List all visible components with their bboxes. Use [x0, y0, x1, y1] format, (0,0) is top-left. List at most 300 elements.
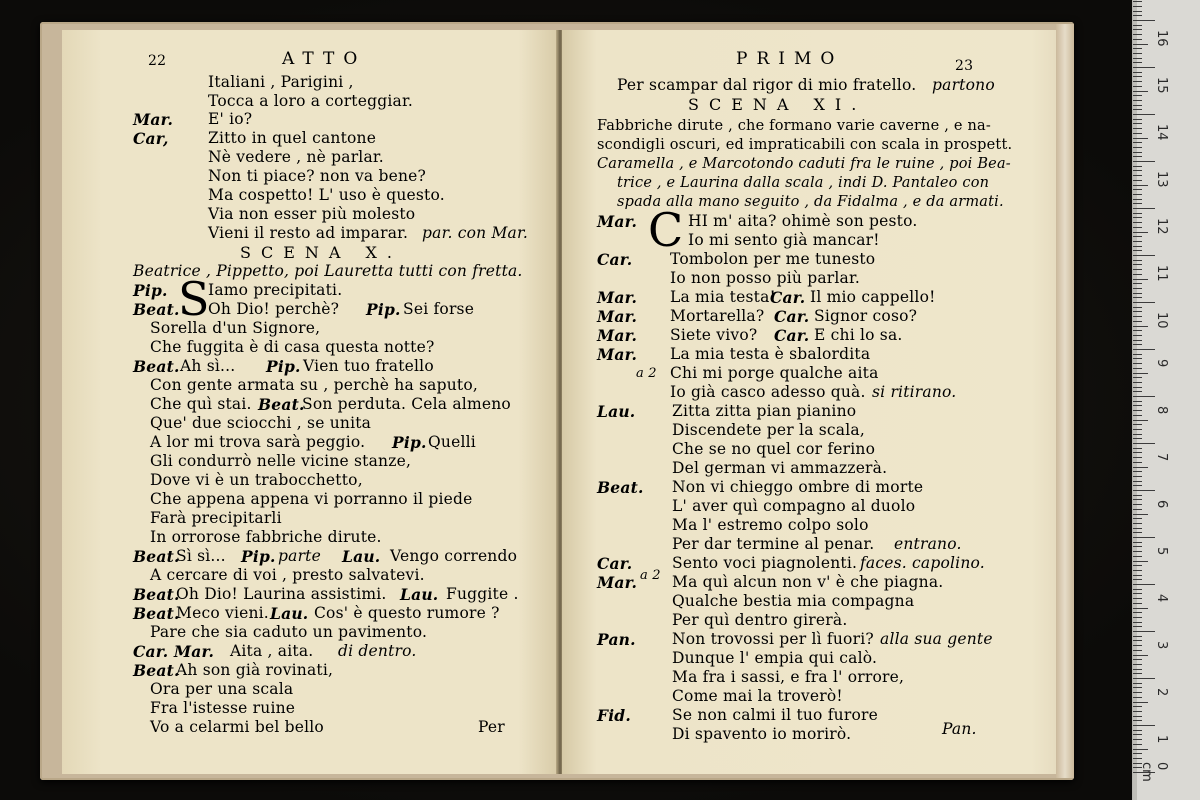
verse-line: Che fuggita è di casa questa notte?: [150, 338, 435, 356]
verse-line: Quelli: [428, 433, 476, 451]
speaker-label: Lau.: [342, 547, 381, 566]
ruler-tick: [1133, 457, 1142, 458]
ruler-tick: [1133, 208, 1155, 209]
verse-line: E chi lo sa.: [814, 326, 903, 344]
verse-line: L' aver quì compagno al duolo: [672, 497, 916, 515]
ruler-tick: [1133, 241, 1142, 242]
speaker-label: Pip.: [392, 433, 427, 452]
verse-line: Se non calmi il tuo furore: [672, 706, 878, 724]
ruler-tick: [1133, 326, 1148, 327]
ruler-tick: [1133, 246, 1142, 247]
ruler-tick: [1133, 1, 1142, 2]
ruler-tick: [1133, 53, 1142, 54]
ruler-tick: [1133, 185, 1148, 186]
verse-line: Che quì stai.: [150, 395, 252, 413]
speaker-label: Lau.: [400, 585, 439, 604]
verse-line: Chi mi porge qualche aita: [670, 364, 879, 382]
ruler-tick: [1133, 443, 1155, 444]
verse-line: Siete vivo?: [670, 326, 758, 344]
ruler-number: 15: [1154, 77, 1169, 94]
verse-line: Son perduta. Cela almeno: [302, 395, 511, 413]
ruler-tick: [1133, 67, 1155, 68]
ruler-tick: [1133, 236, 1142, 237]
ruler-tick: [1133, 589, 1142, 590]
ruler-tick: [1133, 499, 1142, 500]
ruler-tick: [1133, 659, 1142, 660]
scene-heading: SCENA X.: [240, 243, 402, 262]
stage-direction: partono: [932, 76, 995, 94]
ruler-tick: [1133, 199, 1142, 200]
ruler-tick: [1133, 485, 1142, 486]
verse-line: Non vi chieggo ombre di morte: [672, 478, 924, 496]
verse-line: Per quì dentro girerà.: [672, 611, 848, 629]
ruler-tick: [1133, 584, 1155, 585]
ruler-tick: [1133, 415, 1142, 416]
catchword: Per: [478, 718, 505, 736]
ruler-tick: [1133, 340, 1142, 341]
ruler-tick: [1133, 598, 1142, 599]
ruler-tick: [1133, 471, 1142, 472]
verse-line: Iamo precipitati.: [208, 281, 343, 299]
speaker-label: Pip.: [266, 357, 301, 376]
verse-line: HI m' aita? ohimè son pesto.: [688, 212, 918, 230]
stage-direction: Beatrice , Pippetto, poi Lauretta tutti con fretta.: [133, 262, 523, 280]
ruler-tick: [1133, 523, 1142, 524]
ruler-tick: [1133, 344, 1142, 345]
verse-line: Io già casco adesso quà.: [670, 383, 866, 401]
ruler-tick: [1133, 716, 1142, 717]
ruler-tick: [1133, 706, 1142, 707]
ruler-tick: [1133, 232, 1148, 233]
speaker-label: Mar.: [133, 110, 174, 129]
ruler-tick: [1133, 227, 1142, 228]
ruler-number: 4: [1154, 594, 1169, 603]
verse-line: Nè vedere , nè parlar.: [208, 148, 384, 166]
ruler-tick: [1133, 39, 1142, 40]
ruler-tick: [1133, 640, 1142, 641]
ruler-tick: [1133, 81, 1142, 82]
speaker-label: Pip.: [241, 547, 276, 566]
ruler-tick: [1133, 424, 1142, 425]
ruler-tick: [1133, 734, 1142, 735]
ruler-tick: [1133, 542, 1142, 543]
ruler-tick: [1133, 58, 1142, 59]
stage-direction: parte: [278, 547, 321, 565]
speaker-label: Fid.: [597, 706, 631, 725]
verse-line: Ma l' estremo colpo solo: [672, 516, 869, 534]
ruler-tick: [1133, 123, 1142, 124]
ruler-tick: [1133, 279, 1148, 280]
ruler-tick: [1133, 405, 1142, 406]
stage-direction: si ritirano.: [872, 383, 957, 401]
ruler-tick: [1133, 396, 1155, 397]
stage-direction: di dentro.: [338, 642, 417, 660]
ruler-tick: [1133, 467, 1148, 468]
ruler-tick: [1133, 579, 1142, 580]
ruler-tick: [1133, 15, 1142, 16]
ruler-tick: [1133, 373, 1148, 374]
speaker-label: Pip.: [366, 300, 401, 319]
ruler-tick: [1133, 570, 1142, 571]
verse-line: La mia testa!: [670, 288, 776, 306]
ruler-tick: [1133, 269, 1142, 270]
ruler-number: 13: [1154, 171, 1169, 188]
ruler-tick: [1133, 753, 1142, 754]
ruler-tick: [1133, 302, 1155, 303]
ruler-number: 8: [1154, 406, 1169, 415]
ruler-number: 0 cm: [1139, 762, 1169, 782]
verse-line: Vieni il resto ad imparar.: [208, 224, 409, 242]
ruler-tick: [1133, 702, 1148, 703]
verse-line: Ma fra i sassi, e fra l' orrore,: [672, 668, 905, 686]
ruler-tick: [1133, 166, 1142, 167]
ruler-tick: [1133, 119, 1142, 120]
ruler-tick: [1133, 114, 1155, 115]
running-head: ATTO: [282, 49, 367, 69]
verse-line: Come mai la troverò!: [672, 687, 843, 705]
ruler-tick: [1133, 697, 1142, 698]
ruler-tick: [1133, 603, 1142, 604]
verse-line: In orrorose fabbriche dirute.: [150, 528, 382, 546]
ruler-tick: [1133, 194, 1142, 195]
measuring-ruler: [1132, 0, 1200, 800]
stage-direction: faces. capolino.: [860, 554, 985, 572]
stage-direction: entrano.: [894, 535, 962, 553]
ruler-tick: [1133, 203, 1142, 204]
ruler-tick: [1133, 72, 1142, 73]
verse-line: Per scampar dal rigor di mio fratello.: [617, 76, 917, 94]
speaker-label: Beat.: [133, 300, 180, 319]
stage-description: scondigli oscuri, ed impraticabili con scala in prospett.: [597, 137, 1013, 153]
verse-line: Non trovossi per lì fuori?: [672, 630, 874, 648]
a-due-marker: a 2: [640, 568, 661, 583]
speaker-label: Beat.: [133, 604, 180, 623]
verse-line: Gli condurrò nelle vicine stanze,: [150, 452, 412, 470]
ruler-tick: [1133, 161, 1155, 162]
ruler-tick: [1133, 297, 1142, 298]
ruler-number: 9: [1154, 359, 1169, 368]
ruler-tick: [1133, 749, 1148, 750]
verse-line: Fuggite .: [446, 585, 519, 603]
ruler-tick: [1133, 48, 1142, 49]
ruler-tick: [1133, 387, 1142, 388]
ruler-tick: [1133, 29, 1142, 30]
verse-line: Vo a celarmi bel bello: [150, 718, 324, 736]
ruler-tick: [1133, 725, 1155, 726]
ruler-number: 7: [1154, 453, 1169, 462]
verse-line: Vengo correndo: [390, 547, 518, 565]
speaker-label: Car.: [774, 326, 810, 345]
verse-line: Zitta zitta pian pianino: [672, 402, 857, 420]
ruler-tick: [1133, 495, 1142, 496]
speaker-label: Mar.: [597, 307, 638, 326]
ruler-tick: [1133, 217, 1142, 218]
verse-line: Sorella d'un Signore,: [150, 319, 321, 337]
verse-line: Ma cospetto! L' uso è questo.: [208, 186, 445, 204]
ruler-tick: [1133, 142, 1142, 143]
ruler-tick: [1133, 86, 1142, 87]
ruler-tick: [1133, 293, 1142, 294]
verse-line: Per dar termine al penar.: [672, 535, 875, 553]
verse-line: Dove vi è un trabocchetto,: [150, 471, 363, 489]
verse-line: Sei forse: [403, 300, 475, 318]
verse-line: Aita , aita.: [230, 642, 314, 660]
book-edge: [1056, 24, 1074, 778]
speaker-label: Car.: [597, 554, 633, 573]
verse-line: A cercare di voi , presto salvatevi.: [150, 566, 425, 584]
ruler-tick: [1133, 335, 1142, 336]
ruler-tick: [1133, 669, 1142, 670]
ruler-tick: [1133, 20, 1155, 21]
ruler-tick: [1133, 358, 1142, 359]
verse-line: Cos' è questo rumore ?: [314, 604, 500, 622]
ruler-tick: [1133, 330, 1142, 331]
ruler-tick: [1133, 438, 1142, 439]
ruler-tick: [1133, 532, 1142, 533]
ruler-tick: [1133, 260, 1142, 261]
verse-line: A lor mi trova sarà peggio.: [150, 433, 366, 451]
speaker-label: Mar.: [597, 326, 638, 345]
ruler-tick: [1133, 11, 1142, 12]
ruler-tick: [1133, 593, 1142, 594]
ruler-number: 6: [1154, 500, 1169, 509]
drop-cap: C: [648, 203, 684, 257]
verse-line: Tombolon per me tunesto: [670, 250, 876, 268]
ruler-tick: [1133, 758, 1142, 759]
verse-line: Ora per una scala: [150, 680, 294, 698]
ruler-tick: [1133, 739, 1142, 740]
ruler-tick: [1133, 170, 1142, 171]
ruler-tick: [1133, 462, 1142, 463]
verse-line: Qualche bestia mia compagna: [672, 592, 915, 610]
verse-line: Que' due sciocchi , se unita: [150, 414, 372, 432]
ruler-tick: [1133, 133, 1142, 134]
ruler-number: 10: [1154, 312, 1169, 329]
ruler-tick: [1133, 434, 1142, 435]
ruler-number: 5: [1154, 547, 1169, 556]
ruler-tick: [1133, 91, 1148, 92]
verse-line: Di spavento io morirò.: [672, 725, 852, 743]
speaker-label: Pip.: [133, 281, 168, 300]
verse-line: Non ti piace? non va bene?: [208, 167, 427, 185]
speaker-label: Car,: [133, 129, 169, 148]
verse-line: Discendete per la scala,: [672, 421, 865, 439]
ruler-tick: [1133, 561, 1148, 562]
ruler-tick: [1133, 311, 1142, 312]
ruler-tick: [1133, 175, 1142, 176]
verse-line: Fra l'istesse ruine: [150, 699, 296, 717]
ruler-tick: [1133, 429, 1142, 430]
speaker-label: Beat.: [133, 661, 180, 680]
verse-line: Sento voci piagnolenti.: [672, 554, 858, 572]
stage-description: Fabbriche dirute , che formano varie caverne , e na-: [597, 118, 991, 134]
verse-line: Ah son già rovinati,: [176, 661, 334, 679]
verse-line: Vien tuo fratello: [303, 357, 434, 375]
verse-line: Che appena appena vi porranno il piede: [150, 490, 473, 508]
ruler-number: 16: [1154, 30, 1169, 47]
ruler-tick: [1133, 622, 1142, 623]
speaker-label: Mar.: [597, 345, 638, 364]
verse-line: Dunque l' empia qui calò.: [672, 649, 878, 667]
ruler-tick: [1133, 401, 1142, 402]
ruler-tick: [1133, 678, 1155, 679]
ruler-tick: [1133, 95, 1142, 96]
ruler-tick: [1133, 62, 1142, 63]
ruler-tick: [1133, 673, 1142, 674]
ruler-tick: [1133, 349, 1155, 350]
ruler-tick: [1133, 44, 1148, 45]
ruler-tick: [1133, 636, 1142, 637]
ruler-tick: [1133, 109, 1142, 110]
ruler-tick: [1133, 650, 1142, 651]
ruler-tick: [1133, 391, 1142, 392]
ruler-tick: [1133, 744, 1142, 745]
ruler-tick: [1133, 683, 1142, 684]
ruler-tick: [1133, 156, 1142, 157]
ruler-tick: [1133, 6, 1142, 7]
ruler-number: 12: [1154, 218, 1169, 235]
ruler-tick: [1133, 105, 1142, 106]
speaker-label: Mar.: [597, 212, 638, 231]
speaker-label: Mar.: [597, 573, 638, 592]
ruler-number: 1: [1154, 735, 1169, 744]
ruler-tick: [1133, 626, 1142, 627]
ruler-tick: [1133, 100, 1142, 101]
verse-line: Con gente armata su , perchè ha saputo,: [150, 376, 479, 394]
verse-line: Tocca a loro a corteggiar.: [208, 92, 413, 110]
ruler-tick: [1133, 608, 1148, 609]
verse-line: Del german vi ammazzerà.: [672, 459, 888, 477]
stage-description: spada alla mano seguito , da Fidalma , e da armati.: [617, 194, 1004, 210]
verse-line: Farà precipitarli: [150, 509, 282, 527]
verse-line: Il mio cappello!: [810, 288, 936, 306]
verse-line: Sì sì...: [176, 547, 226, 565]
ruler-tick: [1133, 420, 1148, 421]
verse-line: Pare che sia caduto un pavimento.: [150, 623, 428, 641]
ruler-tick: [1133, 631, 1155, 632]
ruler-tick: [1133, 189, 1142, 190]
speaker-label: Lau.: [597, 402, 636, 421]
ruler-number: 14: [1154, 124, 1169, 141]
ruler-tick: [1133, 274, 1142, 275]
ruler-tick: [1133, 363, 1142, 364]
speaker-label: Car. Mar.: [133, 642, 215, 661]
ruler-tick: [1133, 687, 1142, 688]
ruler-number: 3: [1154, 641, 1169, 650]
verse-line: Zitto in quel cantone: [208, 129, 377, 147]
ruler-tick: [1133, 377, 1142, 378]
catchword: Pan.: [942, 720, 977, 738]
verse-line: Io non posso più parlar.: [670, 269, 861, 287]
ruler-tick: [1133, 664, 1142, 665]
ruler-tick: [1133, 368, 1142, 369]
ruler-tick: [1133, 504, 1142, 505]
ruler-tick: [1133, 307, 1142, 308]
verse-line: Ma quì alcun non v' è che piagna.: [672, 573, 944, 591]
verse-line: Che se no quel cor ferino: [672, 440, 876, 458]
stage-direction: par. con Mar.: [422, 224, 528, 242]
verse-line: Via non esser più molesto: [208, 205, 416, 223]
ruler-tick: [1133, 321, 1142, 322]
ruler-tick: [1133, 452, 1142, 453]
ruler-tick: [1133, 138, 1148, 139]
ruler-tick: [1133, 25, 1142, 26]
speaker-label: Pan.: [597, 630, 636, 649]
ruler-tick: [1133, 612, 1142, 613]
ruler-tick: [1133, 575, 1142, 576]
ruler-tick: [1133, 264, 1142, 265]
ruler-tick: [1133, 518, 1142, 519]
ruler-tick: [1133, 448, 1142, 449]
ruler-tick: [1133, 288, 1142, 289]
ruler-tick: [1133, 692, 1142, 693]
ruler-tick: [1133, 720, 1142, 721]
ruler-tick: [1133, 528, 1142, 529]
ruler-tick: [1133, 152, 1142, 153]
page-number: 23: [955, 58, 974, 74]
ruler-tick: [1133, 711, 1142, 712]
verse-line: Signor coso?: [814, 307, 918, 325]
verse-line: Io mi sento già mancar!: [688, 231, 880, 249]
ruler-tick: [1133, 551, 1142, 552]
speaker-label: Car.: [770, 288, 806, 307]
speaker-label: Beat.: [133, 585, 180, 604]
speaker-label: Beat.: [133, 357, 180, 376]
verse-line: La mia testa è sbalordita: [670, 345, 871, 363]
ruler-tick: [1133, 76, 1142, 77]
verse-line: Mortarella?: [670, 307, 765, 325]
ruler-tick: [1133, 147, 1142, 148]
ruler-tick: [1133, 730, 1142, 731]
ruler-tick: [1133, 128, 1142, 129]
ruler-tick: [1133, 283, 1142, 284]
speaker-label: Mar.: [597, 288, 638, 307]
running-head: PRIMO: [736, 49, 844, 69]
ruler-tick: [1133, 180, 1142, 181]
speaker-label: Car.: [597, 250, 633, 269]
stage-description: Caramella , e Marcotondo caduti fra le ruine , poi Bea-: [597, 156, 1011, 172]
ruler-number: 11: [1154, 265, 1169, 282]
ruler-tick: [1133, 556, 1142, 557]
ruler-tick: [1133, 382, 1142, 383]
ruler-tick: [1133, 565, 1142, 566]
ruler-tick: [1133, 617, 1142, 618]
speaker-label: Lau.: [270, 604, 309, 623]
verse-line: Ah sì...: [180, 357, 236, 375]
stage-direction: alla sua gente: [880, 630, 993, 648]
verse-line: Oh Dio! perchè?: [208, 300, 340, 318]
ruler-tick: [1133, 250, 1142, 251]
ruler-tick: [1133, 537, 1155, 538]
verse-line: E' io?: [208, 110, 253, 128]
ruler-number: 2: [1154, 688, 1169, 697]
ruler-tick: [1133, 509, 1142, 510]
ruler-tick: [1133, 410, 1142, 411]
ruler-tick: [1133, 476, 1142, 477]
speaker-label: Beat.: [258, 395, 305, 414]
ruler-tick: [1133, 481, 1142, 482]
ruler-tick: [1133, 514, 1148, 515]
a-due-marker: a 2: [636, 366, 657, 381]
verse-line: Meco vieni.: [176, 604, 269, 622]
ruler-tick: [1133, 546, 1142, 547]
scene-heading: SCENA XI.: [688, 95, 867, 114]
ruler-tick: [1133, 222, 1142, 223]
speaker-label: Beat.: [597, 478, 644, 497]
speaker-label: Car.: [774, 307, 810, 326]
verse-line: Oh Dio! Laurina assistimi.: [176, 585, 387, 603]
ruler-tick: [1133, 490, 1155, 491]
